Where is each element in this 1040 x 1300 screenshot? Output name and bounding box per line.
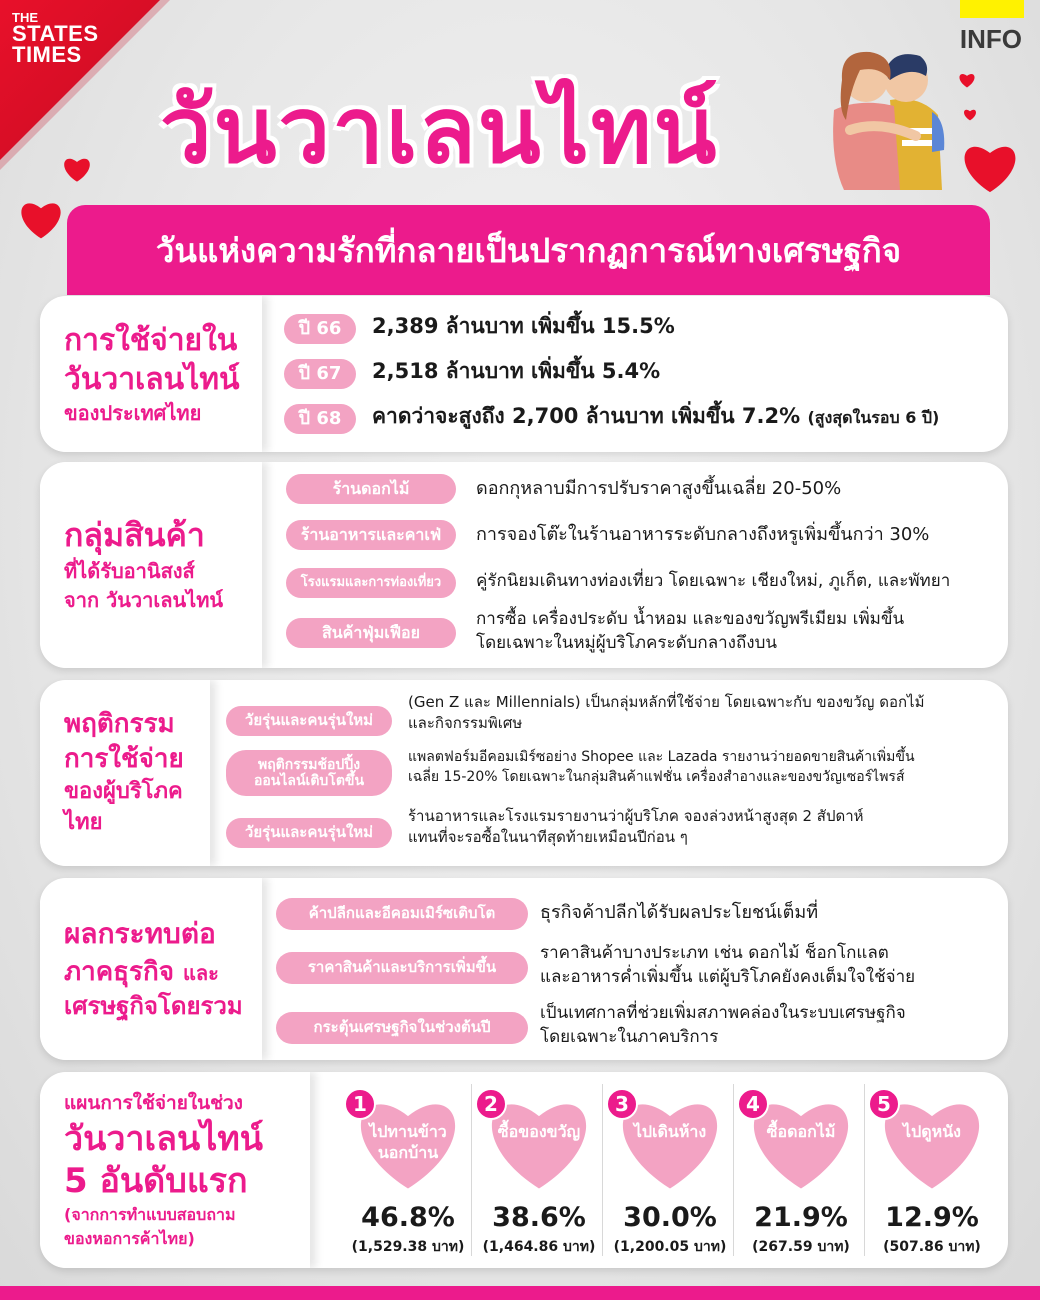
rank-percent: 30.0% bbox=[623, 1202, 717, 1233]
bottom-bar bbox=[0, 1286, 1040, 1300]
behavior-card bbox=[40, 680, 1008, 866]
rank-percent: 12.9% bbox=[885, 1202, 979, 1233]
rank-number: 5 bbox=[868, 1088, 900, 1120]
impact-title-3: เศรษฐกิจโดยรวม bbox=[64, 991, 243, 1020]
rank-label-line-1: ซื้อของขวัญ bbox=[497, 1122, 581, 1141]
rank-label bbox=[876, 1122, 988, 1143]
rank-label-line-1: ไปทานข้าว bbox=[369, 1122, 447, 1141]
products-subtitle-1: ที่ได้รับอานิสงส์ bbox=[64, 558, 195, 583]
logo-line-2: STATES bbox=[12, 21, 99, 47]
logo-line-3: TIMES bbox=[12, 42, 82, 68]
info-tag bbox=[960, 0, 1024, 18]
impact-heading bbox=[40, 878, 262, 1060]
plan-title-1: แผนการใช้จ่ายในช่วง bbox=[64, 1092, 243, 1115]
category-text-line-1: การซื้อ เครื่องประดับ น้ำหอม และของขวัญพรีเมียม เพิ่มขึ้น bbox=[476, 609, 905, 629]
category-text: ดอกกุหลาบมีการปรับราคาสูงขึ้นเฉลี่ย 20-50% bbox=[476, 478, 842, 499]
category-text: คู่รักนิยมเดินทางท่องเที่ยว โดยเฉพาะ เชียงใหม่, ภูเก็ต, และพัทยา bbox=[476, 571, 951, 591]
heart-icon bbox=[18, 198, 64, 240]
impact-text bbox=[540, 1002, 906, 1050]
impact-title-2-main: ภาคธุรกิจ bbox=[64, 956, 174, 987]
spending-row-text: 2,518 ล้านบาท เพิ่มขึ้น 5.4% bbox=[372, 359, 661, 383]
category-pill: ร้านอาหารและคาเฟ่ bbox=[286, 520, 456, 550]
plan-note-1: (จากการทำแบบสอบถาม bbox=[64, 1204, 236, 1224]
impact-title-1: ผลกระทบต่อ bbox=[64, 917, 216, 951]
heart-icon bbox=[958, 72, 976, 88]
behavior-title-4: ไทย bbox=[64, 810, 103, 836]
rank-amount: (1,464.86 บาท) bbox=[482, 1239, 596, 1255]
rank-label bbox=[483, 1122, 595, 1143]
behavior-text bbox=[408, 748, 915, 787]
page-title: วันวาเลนไทน์ bbox=[160, 77, 719, 184]
products-heading bbox=[40, 462, 262, 668]
plan-note-2: ของหอการค้าไทย) bbox=[64, 1228, 195, 1248]
behavior-pill-line-2: ออนไลน์เติบโตขึ้น bbox=[253, 773, 365, 789]
behavior-pill: วัยรุ่นและคนรุ่นใหม่ bbox=[226, 818, 392, 848]
products-title: กลุ่มสินค้า bbox=[64, 516, 205, 555]
ranking-divider bbox=[864, 1084, 865, 1256]
subtitle-text: วันแห่งความรักที่กลายเป็นปรากฏการณ์ทางเศรษฐกิจ bbox=[155, 230, 902, 270]
spending-card bbox=[40, 296, 1008, 452]
logo-line-1: THE bbox=[12, 10, 38, 25]
behavior-heading bbox=[40, 680, 210, 866]
spending-title-2: วันวาเลนไทน์ bbox=[64, 361, 240, 397]
ranking-item bbox=[473, 1072, 605, 1268]
category-text bbox=[476, 608, 904, 656]
impact-pill: กระตุ้นเศรษฐกิจในช่วงต้นปี bbox=[276, 1012, 528, 1044]
behavior-pill bbox=[226, 750, 392, 796]
behavior-text-line-1: ร้านอาหารและโรงแรมรายงานว่าผู้บริโภค จองล่วงหน้าสูงสุด 2 สัปดาห์ bbox=[408, 807, 864, 825]
impact-card bbox=[40, 878, 1008, 1060]
rank-number: 4 bbox=[737, 1088, 769, 1120]
ranking-divider bbox=[471, 1084, 472, 1256]
ranking-item bbox=[735, 1072, 867, 1268]
category-pill: สินค้าฟุ่มเฟือย bbox=[286, 618, 456, 648]
behavior-text-line-1: (Gen Z และ Millennials) เป็นกลุ่มหลักที่ใช้จ่าย โดยเฉพาะกับ ของขวัญ ดอกไม้ bbox=[408, 693, 925, 711]
rank-label-line-1: ไปดูหนัง bbox=[903, 1122, 961, 1141]
behavior-title-3: ของผู้บริโภค bbox=[64, 779, 183, 805]
rank-number: 1 bbox=[344, 1088, 376, 1120]
behavior-pill-line-1: พฤติกรรมช้อปปิ้ง bbox=[257, 756, 361, 773]
spending-heading bbox=[40, 296, 262, 452]
behavior-text bbox=[408, 806, 864, 848]
spending-row-note: (สูงสุดในรอบ 6 ปี) bbox=[807, 408, 940, 427]
rank-amount: (1,529.38 บาท) bbox=[351, 1239, 465, 1255]
info-label: INFO bbox=[959, 24, 1022, 54]
ranking-divider bbox=[602, 1084, 603, 1256]
year-badge: ปี 68 bbox=[284, 404, 356, 434]
behavior-title-1: พฤติกรรม bbox=[64, 709, 175, 740]
category-pill: ร้านดอกไม้ bbox=[286, 474, 456, 504]
rank-number: 3 bbox=[606, 1088, 638, 1120]
spending-row-text bbox=[372, 402, 939, 431]
category-pill: โรงแรมและการท่องเที่ยว bbox=[286, 568, 456, 598]
rank-amount: (1,200.05 บาท) bbox=[613, 1239, 727, 1255]
subtitle-banner bbox=[67, 205, 990, 295]
year-badge: ปี 67 bbox=[284, 359, 356, 389]
heart-icon bbox=[960, 140, 1020, 194]
products-card bbox=[40, 462, 1008, 668]
heart-icon bbox=[963, 108, 977, 121]
behavior-text-line-2: แทนที่จะรอซื้อในนาทีสุดท้ายเหมือนปีก่อน ๆ bbox=[408, 828, 688, 846]
impact-text bbox=[540, 942, 915, 990]
rank-label-line-1: ซื้อดอกไม้ bbox=[766, 1122, 836, 1141]
rank-amount: (267.59 บาท) bbox=[752, 1239, 850, 1255]
spending-title-1: การใช้จ่ายใน bbox=[64, 322, 238, 358]
plan-title-2: วันวาเลนไทน์ bbox=[64, 1118, 263, 1159]
rank-percent: 38.6% bbox=[492, 1202, 586, 1233]
spending-subtitle: ของประเทศไทย bbox=[64, 400, 202, 425]
heart-icon bbox=[62, 155, 92, 183]
category-text: การจองโต๊ะในร้านอาหารระดับกลางถึงหรูเพิ่มขึ้นกว่า 30% bbox=[476, 524, 930, 545]
impact-text-line-2: โดยเฉพาะในภาคบริการ bbox=[540, 1026, 719, 1047]
rank-amount: (507.86 บาท) bbox=[883, 1239, 981, 1255]
products-subtitle-2: จาก วันวาเลนไทน์ bbox=[64, 587, 224, 612]
ranking-item bbox=[866, 1072, 998, 1268]
behavior-text bbox=[408, 692, 925, 734]
behavior-title-2: การใช้จ่าย bbox=[64, 744, 184, 775]
behavior-text-line-1: แพลตฟอร์มอีคอมเมิร์ซอย่าง Shopee และ Lazada รายงานว่ายอดขายสินค้าเพิ่มขึ้น bbox=[408, 749, 915, 765]
impact-pill: ราคาสินค้าและบริการเพิ่มขึ้น bbox=[276, 952, 528, 984]
impact-pill: ค้าปลีกและอีคอมเมิร์ซเติบโต bbox=[276, 898, 528, 930]
rank-label bbox=[614, 1122, 726, 1143]
behavior-pill: วัยรุ่นและคนรุ่นใหม่ bbox=[226, 706, 392, 736]
plan-title-3: 5 อันดับแรก bbox=[64, 1161, 248, 1202]
impact-text-line-2: และอาหารค่ำเพิ่มขึ้น แต่ผู้บริโภคยังคงเต็มใจใช้จ่าย bbox=[540, 966, 916, 987]
rank-label bbox=[352, 1122, 464, 1164]
rank-label-line-1: ไปเดินห้าง bbox=[633, 1122, 707, 1141]
rank-label-line-2: นอกบ้าน bbox=[377, 1142, 439, 1162]
plan-heading bbox=[40, 1072, 310, 1268]
plan-card bbox=[40, 1072, 1008, 1268]
impact-text: ธุรกิจค้าปลีกได้รับผลประโยชน์เต็มที่ bbox=[540, 902, 819, 923]
category-text-line-2: โดยเฉพาะในหมู่ผู้บริโภคระดับกลางถึงบน bbox=[476, 632, 777, 653]
year-badge: ปี 66 bbox=[284, 314, 356, 344]
ranking-item bbox=[604, 1072, 736, 1268]
brand-logo-text bbox=[12, 12, 99, 66]
impact-title-2-and: และ bbox=[183, 960, 219, 985]
spending-row-main: คาดว่าจะสูงถึง 2,700 ล้านบาท เพิ่มขึ้น 7.2% bbox=[372, 404, 801, 428]
impact-text-line-1: ราคาสินค้าบางประเภท เช่น ดอกไม้ ช็อกโกแลต bbox=[540, 943, 889, 963]
couple-illustration bbox=[820, 40, 960, 200]
rank-label bbox=[745, 1122, 857, 1143]
rank-percent: 46.8% bbox=[361, 1202, 455, 1233]
ranking-item bbox=[342, 1072, 474, 1268]
spending-row-text: 2,389 ล้านบาท เพิ่มขึ้น 15.5% bbox=[372, 314, 675, 338]
rank-number: 2 bbox=[475, 1088, 507, 1120]
ranking-divider bbox=[733, 1084, 734, 1256]
impact-text-line-1: เป็นเทศกาลที่ช่วยเพิ่มสภาพคล่องในระบบเศรษฐกิจ bbox=[540, 1003, 906, 1023]
behavior-text-line-2: เฉลี่ย 15-20% โดยเฉพาะในกลุ่มสินค้าแฟชั่น เครื่องสำอางและของขวัญเซอร์ไพรส์ bbox=[408, 768, 905, 785]
behavior-text-line-2: และกิจกรรมพิเศษ bbox=[408, 714, 523, 732]
impact-title-2 bbox=[64, 954, 262, 990]
rank-percent: 21.9% bbox=[754, 1202, 848, 1233]
